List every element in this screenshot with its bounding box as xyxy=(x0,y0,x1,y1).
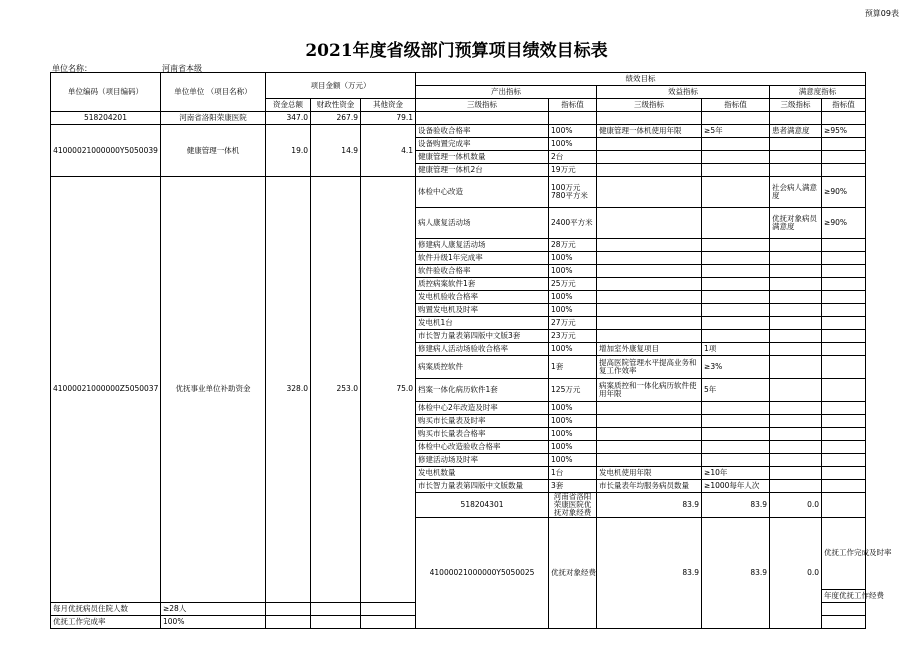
header-name: 单位单位 （项目名称） xyxy=(161,73,266,112)
header-benefit: 效益指标 xyxy=(597,86,770,99)
output-indicator: 修建病人康复活动场 xyxy=(416,239,549,252)
other-funds: 75.0 xyxy=(361,177,416,603)
header-total: 资金总额 xyxy=(266,99,311,112)
fiscal-funds: 267.9 xyxy=(311,112,361,125)
output-value: 27万元 xyxy=(549,317,597,330)
output-indicator: 发电机1台 xyxy=(416,317,549,330)
fiscal-funds: 253.0 xyxy=(311,177,361,603)
output-indicator: 病案质控软件 xyxy=(416,356,549,379)
output-value: 100% xyxy=(549,343,597,356)
satisfaction-indicator: 优抚对象病员满意度 xyxy=(770,208,822,239)
project-code: 41000021000000Z5050037 xyxy=(51,177,161,603)
unit-name-value: 河南省本级 xyxy=(162,64,202,73)
total-funds: 83.9 xyxy=(597,493,702,518)
benefit-value: 1项 xyxy=(702,343,770,356)
header-targets: 绩效目标 xyxy=(416,73,866,86)
output-value: 100% xyxy=(549,441,597,454)
output-indicator: 购买市长量表合格率 xyxy=(416,428,549,441)
benefit-indicator: 增加室外康复项目 xyxy=(597,343,702,356)
output-value: 1套 xyxy=(549,356,597,379)
output-indicator: 病人康复活动场 xyxy=(416,208,549,239)
output-value: 100% xyxy=(549,428,597,441)
output-indicator: 修建活动场及时率 xyxy=(416,454,549,467)
output-indicator: 购置发电机及时率 xyxy=(416,304,549,317)
other-funds: 0.0 xyxy=(770,493,822,518)
project-name: 优抚对象经费 xyxy=(549,517,597,628)
output-value: 2400平方米 xyxy=(549,208,597,239)
output-value: 28万元 xyxy=(549,239,597,252)
output-value: 100% xyxy=(549,454,597,467)
output-value: 100% xyxy=(549,252,597,265)
output-indicator: 发电机数量 xyxy=(416,467,549,480)
fiscal-funds: 83.9 xyxy=(702,493,770,518)
form-code: 预算09表 xyxy=(864,9,899,18)
output-value: 3套 xyxy=(549,480,597,493)
benefit-value: ≥3% xyxy=(702,356,770,379)
other-funds: 4.1 xyxy=(361,125,416,177)
output-value: 100% xyxy=(161,615,266,628)
output-value: 100% xyxy=(549,138,597,151)
satisfaction-value: ≥95% xyxy=(822,125,866,138)
output-value: ≥28人 xyxy=(161,602,266,615)
output-indicator: 每月优抚病员住院人数 xyxy=(51,602,161,615)
header-satisfaction: 满意度指标 xyxy=(770,86,866,99)
total-funds: 328.0 xyxy=(266,177,311,603)
output-indicator: 市长智力量表第四版中文版3套 xyxy=(416,330,549,343)
benefit-indicator: 发电机使用年限 xyxy=(597,467,702,480)
unit-name-label: 单位名称： xyxy=(52,64,92,73)
output-indicator: 购买市长量表及时率 xyxy=(416,415,549,428)
header-level3: 三级指标 xyxy=(597,99,702,112)
output-indicator: 设备验收合格率 xyxy=(416,125,549,138)
header-funds: 项目金额（万元） xyxy=(266,73,416,99)
output-indicator: 年度优抚工作经费 xyxy=(822,589,866,602)
header-other: 其他资金 xyxy=(361,99,416,112)
satisfaction-value: ≥90% xyxy=(822,177,866,208)
unit-name: 河南省洛阳荣康医院 xyxy=(161,112,266,125)
output-indicator: 档案一体化病历软件1套 xyxy=(416,379,549,402)
unit-code: 518204301 xyxy=(416,493,549,518)
header-value: 指标值 xyxy=(702,99,770,112)
header-level3: 三级指标 xyxy=(770,99,822,112)
output-indicator: 健康管理一体机数量 xyxy=(416,151,549,164)
fiscal-funds: 14.9 xyxy=(311,125,361,177)
output-value: 2台 xyxy=(549,151,597,164)
unit-code: 518204201 xyxy=(51,112,161,125)
total-funds: 19.0 xyxy=(266,125,311,177)
table-row xyxy=(51,177,866,208)
project-code: 41000021000000Y5050039 xyxy=(51,125,161,177)
benefit-indicator: 健康管理一体机使用年限 xyxy=(597,125,702,138)
header-fiscal: 财政性资金 xyxy=(311,99,361,112)
output-indicator: 体检中心2年改造及时率 xyxy=(416,402,549,415)
header-code: 单位编码（项目编码） xyxy=(51,73,161,112)
output-indicator: 健康管理一体机2台 xyxy=(416,164,549,177)
benefit-value: 5年 xyxy=(702,379,770,402)
header-value: 指标值 xyxy=(822,99,866,112)
output-value: 100% xyxy=(549,415,597,428)
output-value: 100万元 780平方米 xyxy=(549,177,597,208)
benefit-value: ≥5年 xyxy=(702,125,770,138)
performance-table xyxy=(50,72,892,629)
output-value: 100% xyxy=(549,304,597,317)
benefit-value: ≥10年 xyxy=(702,467,770,480)
header-level3: 三级指标 xyxy=(416,99,549,112)
output-value: 100% xyxy=(549,291,597,304)
output-value: 19万元 xyxy=(549,164,597,177)
output-value: 125万元 xyxy=(549,379,597,402)
output-indicator: 修建病人活动场验收合格率 xyxy=(416,343,549,356)
benefit-indicator: 市长量表年均服务病员数量 xyxy=(597,480,702,493)
output-indicator: 发电机验收合格率 xyxy=(416,291,549,304)
fiscal-funds: 83.9 xyxy=(702,517,770,628)
other-funds: 79.1 xyxy=(361,112,416,125)
output-indicator: 市长智力量表第四版中文版数量 xyxy=(416,480,549,493)
satisfaction-indicator: 患者满意度 xyxy=(770,125,822,138)
output-indicator: 优抚工作完成率 xyxy=(51,615,161,628)
benefit-indicator: 提高医院管理水平提高业务和复工作效率 xyxy=(597,356,702,379)
header-output: 产出指标 xyxy=(416,86,597,99)
table-row xyxy=(51,125,866,138)
benefit-value: ≥1000每年人次 xyxy=(702,480,770,493)
output-indicator: 体检中心改造验收合格率 xyxy=(416,441,549,454)
output-value: 100% xyxy=(549,265,597,278)
unit-name: 河南省洛阳荣康医院优抚对象经费 xyxy=(549,493,597,518)
output-indicator: 设备购置完成率 xyxy=(416,138,549,151)
output-value: 100% xyxy=(549,402,597,415)
output-indicator: 体检中心改造 xyxy=(416,177,549,208)
total-funds: 83.9 xyxy=(597,517,702,628)
output-indicator: 软件验收合格率 xyxy=(416,265,549,278)
output-indicator: 优抚工作完成及时率 xyxy=(822,517,866,589)
output-value: 25万元 xyxy=(549,278,597,291)
project-name: 优抚事业单位补助资金 xyxy=(161,177,266,603)
output-indicator: 质控病案软件1套 xyxy=(416,278,549,291)
total-funds: 347.0 xyxy=(266,112,311,125)
header-value: 指标值 xyxy=(549,99,597,112)
page-title: 2021年度省级部门预算项目绩效目标表 xyxy=(305,41,608,61)
benefit-indicator: 病案质控和一体化病历软件使用年限 xyxy=(597,379,702,402)
satisfaction-indicator: 社会病人满意度 xyxy=(770,177,822,208)
output-indicator: 软件升级1年完成率 xyxy=(416,252,549,265)
unit-row xyxy=(51,112,866,125)
project-code: 41000021000000Y5050025 xyxy=(416,517,549,628)
output-value: 23万元 xyxy=(549,330,597,343)
output-value: 100% xyxy=(549,125,597,138)
output-value: 1台 xyxy=(549,467,597,480)
other-funds: 0.0 xyxy=(770,517,822,628)
satisfaction-value: ≥90% xyxy=(822,208,866,239)
project-name: 健康管理一体机 xyxy=(161,125,266,177)
